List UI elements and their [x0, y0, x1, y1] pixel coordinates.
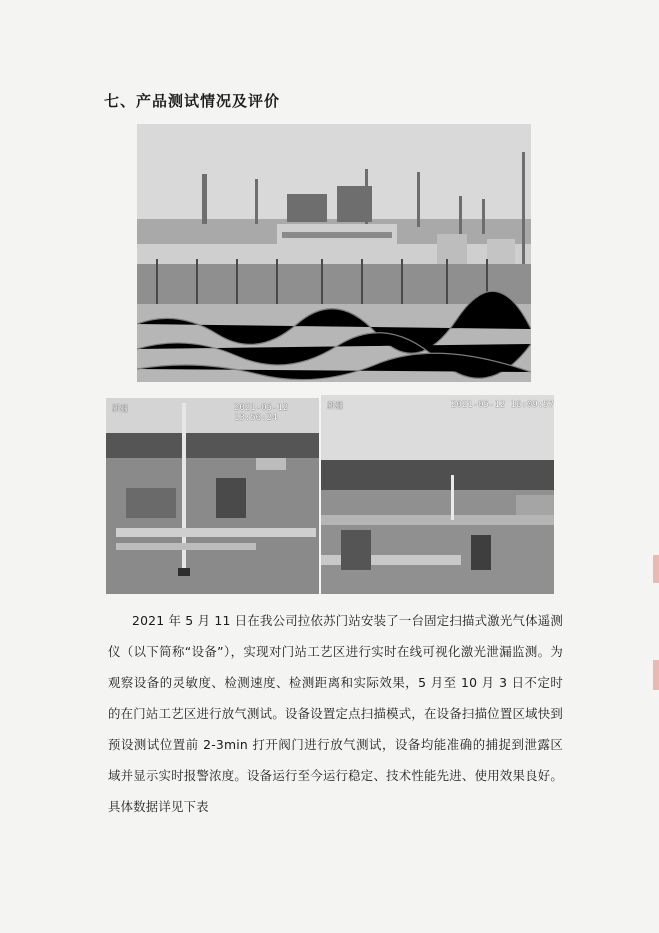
section-title: 七、产品测试情况及评价 — [104, 92, 281, 110]
station-photo — [137, 124, 531, 382]
timestamp-left: 2021-05-12 13:56:24 — [234, 403, 289, 423]
timestamp-right: 2021-05-12 16:09:57 — [451, 400, 554, 410]
camera-photo-left — [106, 398, 319, 594]
body-paragraph: 2021 年 5 月 11 日在我公司拉依苏门站安装了一台固定扫描式激光气体遥测仪（以下简称“设备”），实现对门站工艺区进行实时在线可视化激光泄漏监测。为观察设备的灵敏度、检测速度、检测距离和实际效果，5 月至 10 月 3 日不定时的在门站工艺区进行放气测试。设备设置定点扫描模式，在设备扫描位置区域快到预设测试位置前 2-3min 打开阀门进行放气测试，设备均能准确的捕捉到泄露区域并显示实时报警浓度。设备运行至今运行稳定、技术性能先进、使用效果良好。具体数据详见下表 — [108, 613, 563, 814]
camera-photo-right — [321, 395, 554, 594]
camera-label-left: 新疆 — [112, 404, 128, 413]
body-paragraph-block — [108, 605, 563, 822]
red-seal-mark-top — [653, 555, 659, 583]
red-seal-mark-bottom — [653, 660, 659, 690]
camera-label-right: 新疆 — [327, 401, 343, 410]
